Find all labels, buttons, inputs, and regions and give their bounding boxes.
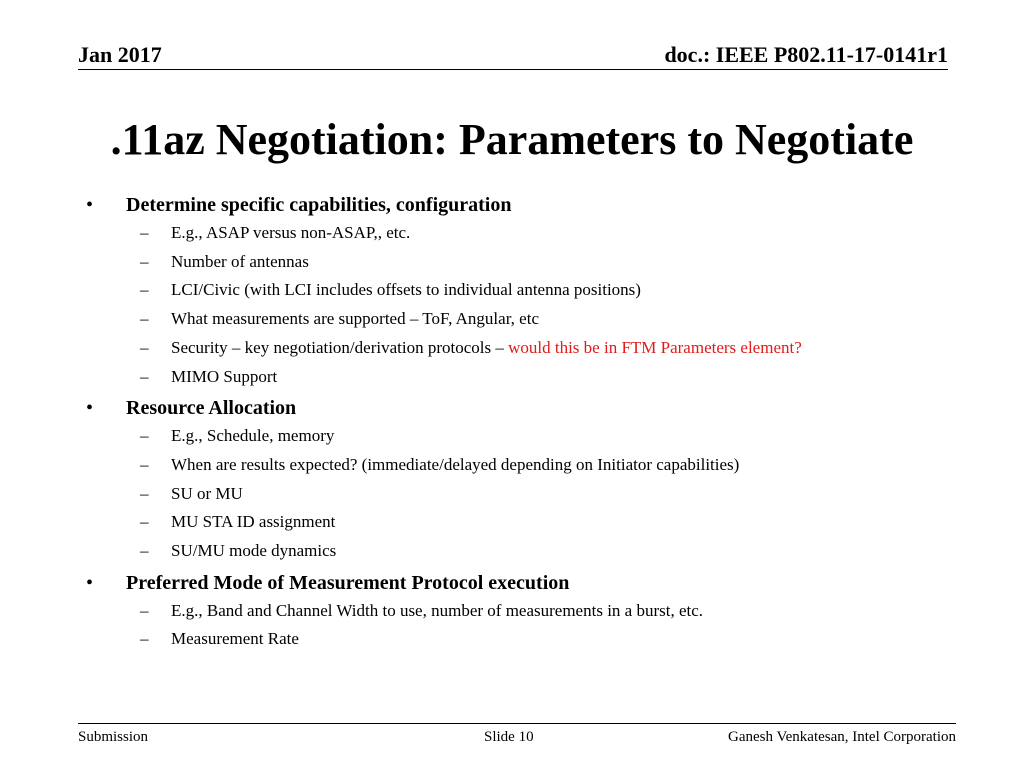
- list-item: – SU or MU: [86, 480, 946, 509]
- dash-marker: –: [140, 366, 149, 386]
- header-doc-id: doc.: IEEE P802.11-17-0141r1: [664, 42, 948, 67]
- list-item: – SU/MU mode dynamics: [86, 537, 946, 566]
- list-item: – What measurements are supported – ToF, Angular, etc: [86, 305, 946, 334]
- dash-marker: –: [140, 454, 149, 474]
- dash-marker: –: [140, 337, 149, 357]
- list-item: – E.g., Schedule, memory: [86, 422, 946, 451]
- list-item: – E.g., Band and Channel Width to use, number of measurements in a burst, etc.: [86, 597, 946, 626]
- dash-marker: –: [140, 280, 149, 300]
- header-rule: [78, 69, 948, 70]
- bullet-label: Resource Allocation: [126, 397, 297, 420]
- list-item: – MIMO Support: [86, 363, 946, 392]
- header-date: Jan 2017: [78, 42, 162, 67]
- slide-title: .11az Negotiation: Parameters to Negotiate: [110, 115, 914, 164]
- list-item: – When are results expected? (immediate/delayed depending on Initiator capabilities): [86, 451, 946, 480]
- footer-submission: Submission: [78, 729, 149, 745]
- bullet-dot: •: [86, 397, 94, 420]
- bullet-preferred-mode: [86, 569, 946, 597]
- bullet-label: Preferred Mode of Measurement Protocol execution: [126, 571, 570, 594]
- bullet-capabilities: [86, 191, 946, 219]
- security-note: would this be in FTM Parameters element?: [508, 337, 802, 357]
- dash-marker: –: [140, 600, 149, 620]
- list-item-security: – Security – key negotiation/derivation protocols – would this be in FTM Parameters element?: [86, 334, 946, 363]
- bullet-dot: •: [86, 194, 94, 216]
- list-item: – LCI/Civic (with LCI includes offsets to individual antenna positions): [86, 276, 946, 305]
- dash-marker: –: [140, 629, 149, 649]
- dash-marker: –: [140, 223, 149, 242]
- footer-slide-number: Slide 10: [484, 729, 534, 745]
- slide-content: [86, 188, 946, 654]
- bullet-label: Determine specific capabilities, configuration: [126, 194, 512, 216]
- list-item: – E.g., ASAP versus non-ASAP,, etc.: [86, 219, 946, 248]
- dash-marker: –: [140, 251, 149, 271]
- dash-marker: –: [140, 483, 149, 503]
- dash-marker: –: [140, 541, 149, 561]
- list-item: – Measurement Rate: [86, 625, 946, 654]
- bullet-dot: •: [86, 571, 94, 594]
- footer-author: Ganesh Venkatesan, Intel Corporation: [728, 729, 956, 745]
- bullet-resource-allocation: [86, 394, 946, 422]
- footer-rule: [78, 723, 956, 724]
- list-item: – Number of antennas: [86, 248, 946, 277]
- dash-marker: –: [140, 426, 149, 446]
- list-item: – MU STA ID assignment: [86, 508, 946, 537]
- dash-marker: –: [140, 512, 149, 532]
- dash-marker: –: [140, 309, 149, 329]
